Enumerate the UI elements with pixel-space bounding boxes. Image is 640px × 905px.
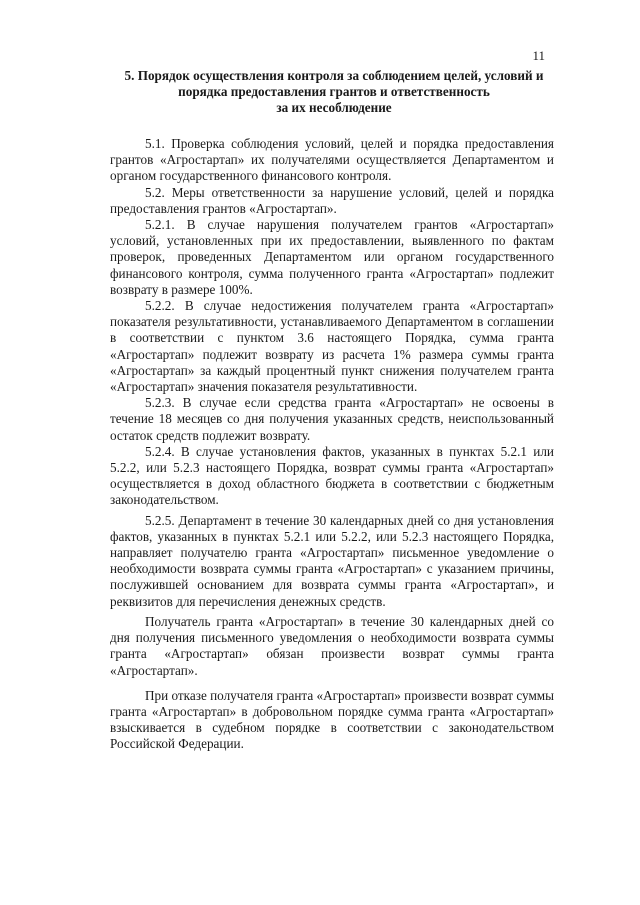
paragraph-refusal-enforcement: При отказе получателя гранта «Агростартап» произвести возврат суммы гранта «Агростартап» в добровольном порядке сумма гранта «Агростартап» взыскивается в судебном порядке в соответствии с законодательством Российской Федерации. <box>110 687 554 752</box>
paragraph-5-1: 5.1. Проверка соблюдения условий, целей и порядка предоставления грантов «Агростартап» их получателями осуществляется Департаментом и органом государственного финансового контроля. <box>110 136 554 184</box>
document-body <box>110 136 554 753</box>
paragraph-5-2-2: 5.2.2. В случае недостижения получателем гранта «Агростартап» показателя результативности, устанавливаемого Департаментом в соглашении в соответствии с пунктом 3.6 настоящего Порядка, сумма гранта «Агростартап» подлежит возврату из расчета 1% размера суммы гранта «Агростартап» за каждый процентный пункт снижения получателем гранта «Агростартап» значения показателя результативности. <box>110 298 554 395</box>
paragraph-5-2-4: 5.2.4. В случае установления фактов, указанных в пунктах 5.2.1 или 5.2.2, или 5.2.3 настоящего Порядка, возврат суммы гранта «Агростартап» осуществляется в доход областного бюджета в соответствии с бюджетным законодательством. <box>110 443 554 508</box>
paragraph-5-2-5: 5.2.5. Департамент в течение 30 календарных дней со дня установления фактов, указанных в пунктах 5.2.1 или 5.2.2, или 5.2.3 настоящего Порядка, направляет получателю гранта «Агростартап» письменное уведомление о необходимости возврата суммы гранта «Агростартап» с указанием причины, послужившей основанием для возврата суммы гранта «Агростартап», и реквизитов для перечисления денежных средств. <box>110 512 554 609</box>
section-heading <box>100 68 568 116</box>
section-heading-line-2: порядка предоставления грантов и ответственность <box>178 84 490 99</box>
page-number: 11 <box>532 48 545 63</box>
paragraph-5-2-1: 5.2.1. В случае нарушения получателем грантов «Агростартап» условий, установленных при их предоставлении, выявленного по фактам проверок, проведенных Департаментом или органом государственного финансового контроля, сумма полученного гранта «Агростартап» подлежит возврату в размере 100%. <box>110 217 554 297</box>
section-heading-line-1: 5. Порядок осуществления контроля за соблюдением целей, условий и <box>124 68 544 83</box>
paragraph-5-2-3: 5.2.3. В случае если средства гранта «Агростартап» не освоены в течение 18 месяцев со дня получения указанных средств, неиспользованный остаток средств подлежит возврату. <box>110 395 554 443</box>
paragraph-5-2: 5.2. Меры ответственности за нарушение условий, целей и порядка предоставления грантов «Агростартап». <box>110 184 554 216</box>
paragraph-recipient-return: Получатель гранта «Агростартап» в течение 30 календарных дней со дня получения письменного уведомления о необходимости возврата суммы гранта «Агростартап» обязан произвести возврат суммы гранта «Агростартап». <box>110 613 554 678</box>
section-heading-line-3: за их несоблюдение <box>276 100 392 115</box>
